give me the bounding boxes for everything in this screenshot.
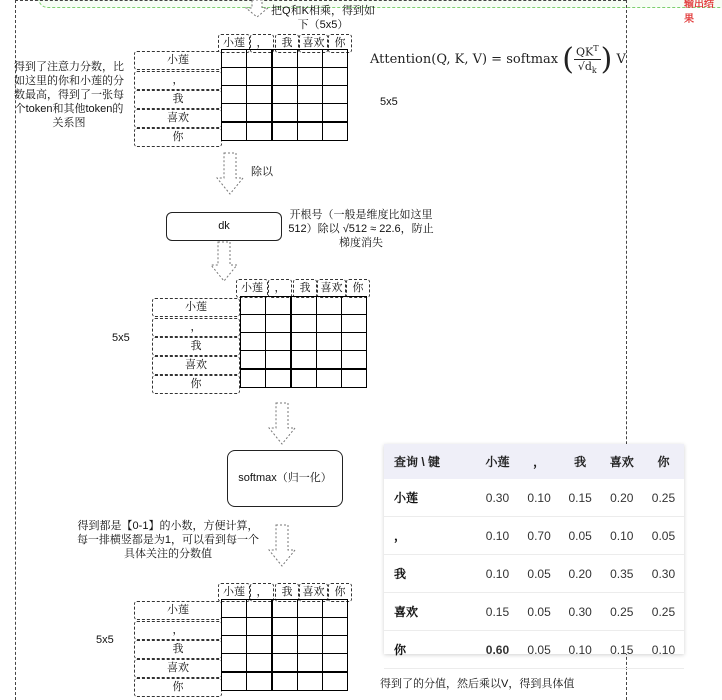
col-label: 我 — [275, 583, 299, 602]
table-cell: 0.10 — [643, 631, 684, 669]
col-label: 小莲 — [218, 34, 250, 53]
score-grid — [221, 599, 348, 691]
col-label: 小莲 — [218, 583, 250, 602]
table-header: 小莲 — [476, 444, 518, 479]
row-label: ， — [152, 318, 240, 337]
col-label: 我 — [293, 279, 317, 298]
row-label: 我 — [134, 90, 222, 109]
top-dashed-border — [15, 0, 626, 1]
row-label: 喜欢 — [152, 356, 240, 375]
row-label: 你 — [134, 678, 222, 697]
down-arrow-icon — [268, 524, 296, 568]
row-label: 你 — [152, 375, 240, 394]
table-cell: 0.20 — [560, 555, 601, 593]
table-cell: 你 — [384, 631, 476, 669]
table-cell: 0.20 — [601, 479, 643, 517]
row-label: 喜欢 — [134, 109, 222, 128]
table-cell: 0.25 — [601, 593, 643, 631]
size-label: 5x5 — [112, 332, 130, 344]
row-label: 喜欢 — [134, 659, 222, 678]
down-arrow-icon — [245, 0, 269, 18]
col-label: 你 — [328, 34, 352, 53]
formula-fraction — [574, 44, 601, 75]
row-label: ， — [134, 621, 222, 640]
formula-lhs: Attention(Q, K, V) = softmax — [370, 52, 559, 67]
col-label: 喜欢 — [299, 34, 328, 53]
attention-formula — [370, 42, 626, 77]
attention-weights-table — [384, 444, 684, 657]
table-cell: 0.05 — [519, 555, 560, 593]
formula-denominator: √d — [577, 59, 592, 73]
col-label: 喜欢 — [299, 583, 328, 602]
col-label: ， — [268, 279, 292, 298]
divide-label: 除以 — [251, 166, 273, 178]
result-note: 得到了的分值，然后乘以V，得到具体值 — [380, 678, 575, 690]
attention-score-note: 得到了注意力分数，比如这里的你和小莲的分数最高，得到了一张每个token和其他token的关系图 — [14, 61, 124, 129]
size-label: 5x5 — [96, 634, 114, 646]
table-row — [384, 555, 684, 593]
table-cell: 0.30 — [643, 555, 684, 593]
table-cell: 我 — [384, 555, 476, 593]
size-label: 5x5 — [380, 96, 398, 108]
formula-numerator: QK — [576, 45, 594, 59]
table-cell: 0.05 — [519, 631, 560, 669]
table-cell: 0.70 — [519, 517, 560, 555]
table-row — [384, 517, 684, 555]
table-header: ， — [519, 444, 560, 479]
row-label: 小莲 — [134, 601, 222, 620]
table-cell: 0.10 — [601, 517, 643, 555]
table-cell: 0.10 — [476, 517, 518, 555]
table-cell: 0.60 — [476, 631, 518, 669]
table-cell: 0.35 — [601, 555, 643, 593]
table-cell: 0.05 — [519, 593, 560, 631]
col-label: ， — [250, 583, 274, 602]
table-row — [384, 631, 684, 669]
table-cell: 0.05 — [560, 517, 601, 555]
table-cell: 0.15 — [560, 479, 601, 517]
dk-box: dk — [166, 212, 282, 241]
table-cell: 喜欢 — [384, 593, 476, 631]
table-cell: 0.15 — [601, 631, 643, 669]
formula-rhs: V — [616, 52, 626, 67]
row-label: ， — [134, 71, 222, 90]
normalize-note: 得到都是【0-1】的小数，方便计算，每一排横竖都是为1，可以看到每一个具体关注的分数值 — [76, 520, 260, 560]
paren-left: ( — [562, 42, 574, 77]
table-header-row — [384, 444, 684, 479]
table-header: 你 — [643, 444, 684, 479]
table-cell: 0.25 — [643, 479, 684, 517]
col-label: 小莲 — [236, 279, 268, 298]
score-grid — [221, 49, 348, 141]
down-arrow-icon — [268, 402, 296, 446]
table-header: 我 — [560, 444, 601, 479]
row-label: 我 — [134, 640, 222, 659]
down-arrow-icon — [210, 241, 238, 283]
sqrt-note: 开根号（一般是维度比如这里512）除以 √512 ≈ 22.6，防止梯度消失 — [288, 209, 434, 249]
score-grid — [240, 296, 367, 388]
table-cell: ， — [384, 517, 476, 555]
col-label: 你 — [346, 279, 370, 298]
col-label: 你 — [328, 583, 352, 602]
table-cell: 0.10 — [519, 479, 560, 517]
row-label: 小莲 — [134, 51, 222, 70]
col-label: ， — [250, 34, 274, 53]
row-label: 小莲 — [152, 298, 240, 317]
row-label: 我 — [152, 337, 240, 356]
softmax-box: softmax（归一化） — [227, 450, 343, 507]
table-cell: 0.10 — [560, 631, 601, 669]
table-cell: 小莲 — [384, 479, 476, 517]
table-row — [384, 593, 684, 631]
multiply-note: 把Q和K相乘，得到如下（5x5） — [271, 5, 375, 31]
table-cell: 0.30 — [560, 593, 601, 631]
table-cell: 0.10 — [476, 555, 518, 593]
formula-sub: k — [591, 65, 597, 75]
table-header: 喜欢 — [601, 444, 643, 479]
output-result-tag: 输出结果 — [684, 0, 714, 25]
table-cell: 0.25 — [643, 593, 684, 631]
paren-right: ) — [600, 42, 613, 77]
table-cell: 0.30 — [476, 479, 518, 517]
table-header: 查询 \ 键 — [384, 444, 476, 479]
formula-sup: T — [593, 44, 599, 54]
col-label: 我 — [275, 34, 299, 53]
col-label: 喜欢 — [317, 279, 346, 298]
row-label: 你 — [134, 128, 222, 147]
down-arrow-icon — [216, 152, 244, 196]
table-row — [384, 479, 684, 517]
top-group-outline — [38, 0, 722, 8]
table-cell: 0.15 — [476, 593, 518, 631]
table-cell: 0.05 — [643, 517, 684, 555]
